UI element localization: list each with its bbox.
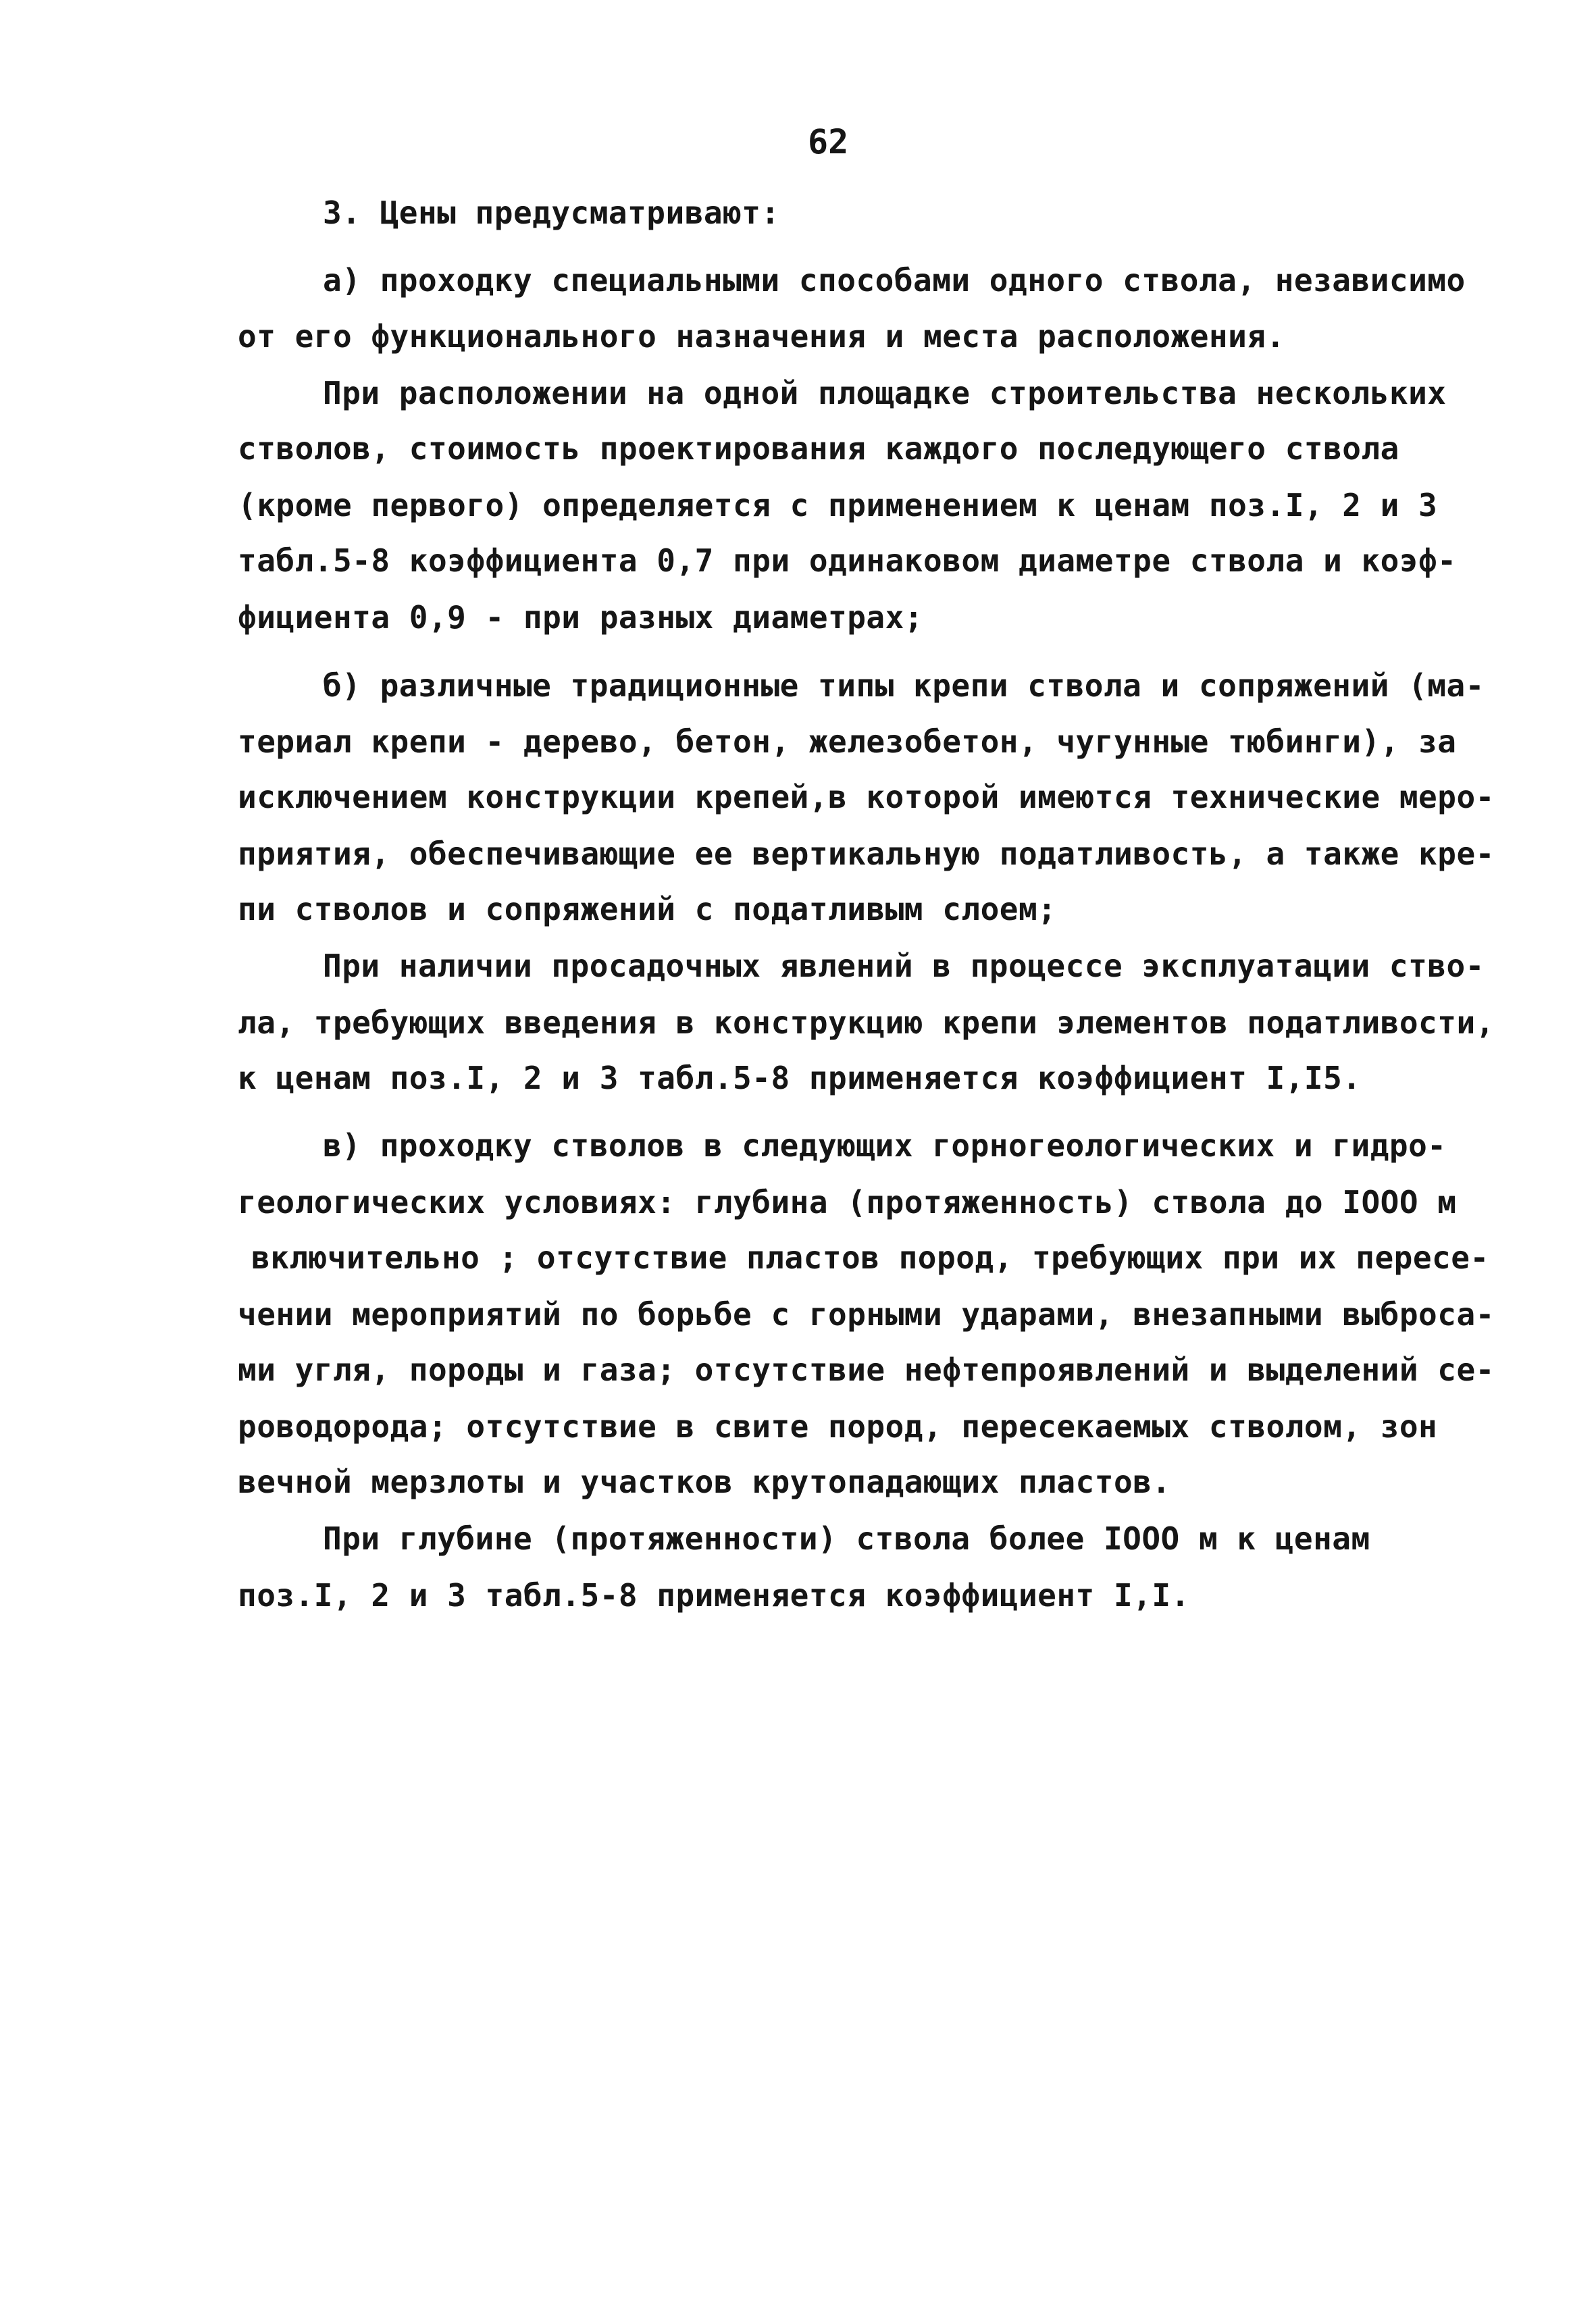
- text-line: фициента 0,9 - при разных диаметрах;: [238, 599, 923, 636]
- text-line: б) различные традиционные типы крепи ствола и сопряжений (ма-: [323, 667, 1485, 704]
- text-line: исключением конструкции крепей,в которой имеются технические меро-: [238, 779, 1495, 815]
- text-line: пи стволов и сопряжений с податливым слоем;: [238, 891, 1057, 927]
- text-line: приятия, обеспечивающие ее вертикальную податливость, а также кре-: [238, 835, 1495, 872]
- text-line: (кроме первого) определяется с применением к ценам поз.I, 2 и 3: [238, 487, 1438, 523]
- text-line: поз.I, 2 и 3 табл.5-8 применяется коэффициент I,I.: [238, 1577, 1190, 1614]
- text-line: а) проходку специальными способами одного ствола, независимо: [323, 262, 1466, 299]
- text-line: вечной мерзлоты и участков крутопадающих пластов.: [238, 1464, 1171, 1500]
- text-line: териал крепи - дерево, бетон, железобетон, чугунные тюбинги), за: [238, 723, 1457, 760]
- text-line: При расположении на одной площадке строительства нескольких: [323, 375, 1447, 411]
- text-line: При наличии просадочных явлений в процессе эксплуатации ство-: [323, 948, 1485, 984]
- text-line: стволов, стоимость проектирования каждого последующего ствола: [238, 430, 1399, 467]
- page-number: 62: [808, 122, 849, 161]
- text-line: ми угля, породы и газа; отсутствие нефтепроявлений и выделений се-: [238, 1352, 1495, 1388]
- text-line: включительно ; отсутствие пластов пород, требующих при их пересе-: [251, 1239, 1489, 1276]
- text-line: в) проходку стволов в следующих горногеологических и гидро-: [323, 1127, 1447, 1164]
- text-line: роводорода; отсутствие в свите пород, пересекаемых стволом, зон: [238, 1408, 1438, 1445]
- text-line: к ценам поз.I, 2 и 3 табл.5-8 применяется коэффициент I,I5.: [238, 1060, 1362, 1096]
- text-line: При глубине (протяженности) ствола более IOOO м к ценам: [323, 1520, 1370, 1557]
- section-heading: 3. Цены предусматривают:: [323, 195, 780, 231]
- text-line: от его функционального назначения и места расположения.: [238, 318, 1285, 355]
- text-line: геологических условиях: глубина (протяженность) ствола до IOOO м: [238, 1184, 1457, 1220]
- text-line: табл.5-8 коэффициента 0,7 при одинаковом диаметре ствола и коэф-: [238, 542, 1457, 579]
- text-line: ла, требующих введения в конструкцию крепи элементов податливости,: [238, 1004, 1495, 1041]
- text-line: чении мероприятий по борьбе с горными ударами, внезапными выброса-: [238, 1296, 1495, 1333]
